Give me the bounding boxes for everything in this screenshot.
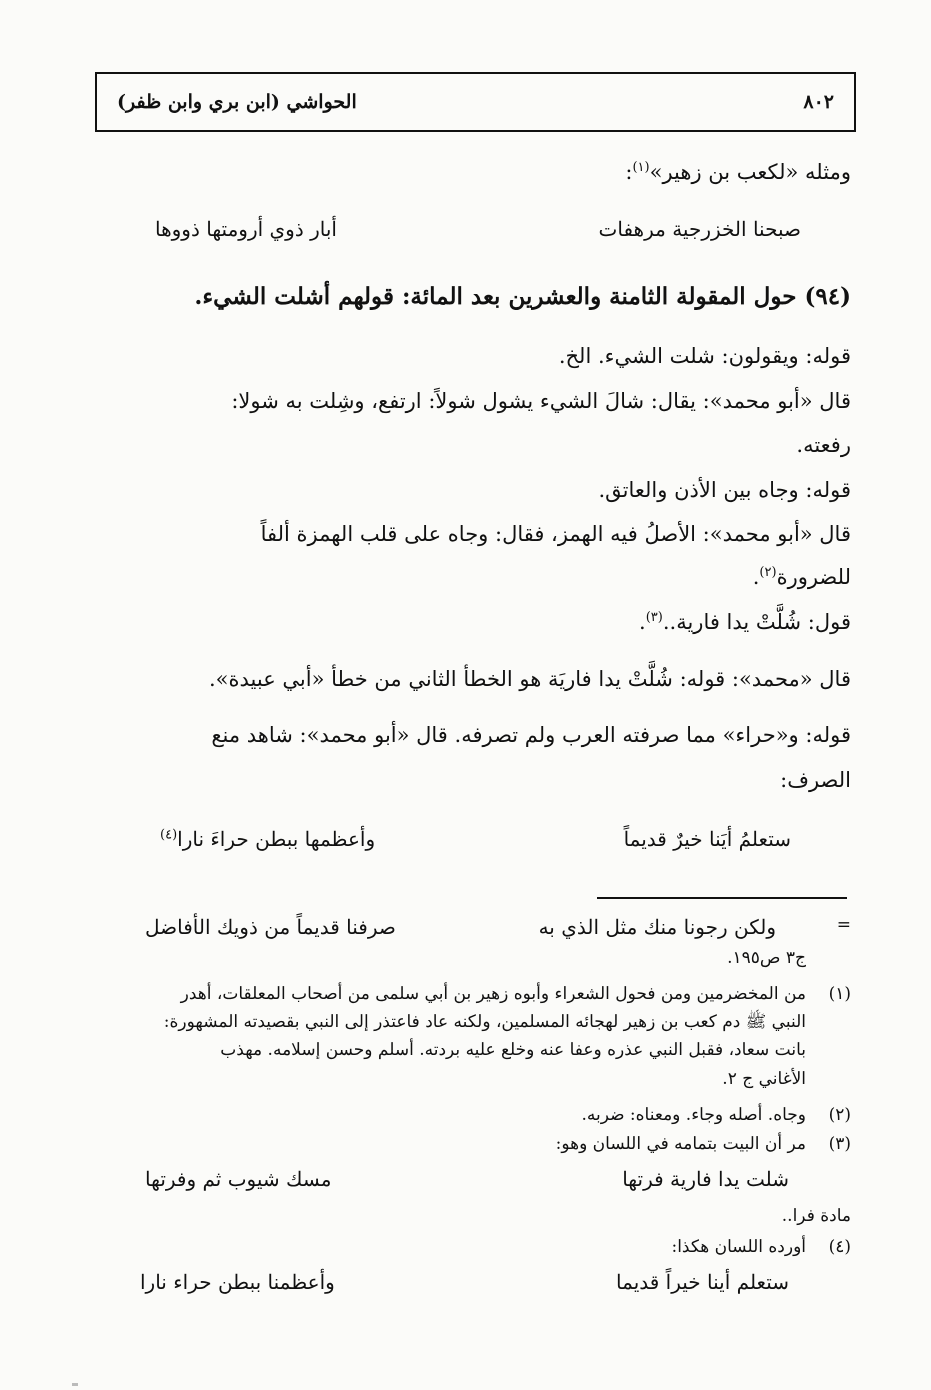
- paragraph-continuation: رفعته.: [796, 433, 851, 457]
- verse-2-second-hemistich: وأعظمها ببطن حراءَ نارا$^{(٤)}$: [160, 827, 376, 851]
- footnote-number: (١): [828, 984, 851, 1004]
- paragraph: قال «أبو محمد»: الأصلُ فيه الهمز، فقال: وجاه على قلب الهمزة ألفاً: [260, 522, 851, 546]
- footnote-ref-4: (٤): [160, 827, 178, 843]
- paragraph: قوله: وجاه بين الأذن والعاتق.: [598, 478, 851, 502]
- footnote-verse: ولكن رجونا منك مثل الذي به صرفنا قديماً من ذويك الأفاضل: [145, 915, 776, 939]
- footnote-separator: [597, 897, 847, 899]
- verse-2-first-hemistich: ستعلمُ أيَنا خيرٌ قديماً: [623, 827, 791, 851]
- paragraph-continuation: الصرف:: [780, 768, 851, 792]
- footnote-number: (٤): [828, 1237, 851, 1257]
- verse-1-first-hemistich: صبحنا الخزرجية مرهفات: [598, 217, 801, 241]
- footnote-ref-1: (١): [632, 160, 650, 175]
- verse-2: [160, 827, 791, 851]
- page-header: [95, 72, 856, 132]
- section-heading: (٩٤) حول المقولة الثامنة والعشرين بعد المائة: قولهم أشلت الشيء.: [194, 283, 851, 310]
- intro-line: ومثله «لكعب بن زهير»$^{(١)}$:: [625, 160, 851, 184]
- verse-1-second-hemistich: أبار ذوي أرومتها ذووها: [155, 217, 337, 241]
- paragraph: قال «محمد»: قوله: شُلَّتْ يدا فاريَة هو الخطأ الثاني من خطأ «أبي عبيدة».: [209, 667, 851, 691]
- footnote-ref-3: (٣): [645, 610, 663, 625]
- verse-1: [155, 217, 801, 241]
- book-page: ٨٠٢ الحواشي (ابن بري وابن ظفر) ومثله «لكعب بن زهير»$^{(١)}$: صبحنا الخزرجية مرهفات أبار ذوي أرومتها ذووها (٩٤) حول المقولة الثامنة والعشرين بعد المائة: قولهم أشلت الشيء. قوله: ويقولون: شلت الشيء. الخ. قال «أبو محمد»: يقال: شالَ الشيء يشول شولاً: ارتفع، وشِلت به شولا: رفعته. قوله: وجاه بين الأذن والعاتق. قال «أبو محمد»: الأصلُ فيه الهمز، فقال: وجاه على قلب الهمزة ألفاً للضرورة$^{(٢)}$. قول: شُلَّتْ يدا فارية..$^{(٣)}$. قال «محمد»: قوله: شُلَّتْ يدا فاريَة هو الخطأ الثاني من خطأ «أبي عبيدة». قوله: و«حراء» مما صرفته العرب ولم تصرفه. قال «أبو محمد»: شاهد منع الصرف: ستعلمُ أيَنا خيرٌ قديماً وأعظمها ببطن حراءَ نارا$^{(٤)}$ = ولكن رجونا منك مثل الذي به صرفنا قديماً من ذويك الأفاضل ج٣ ص١٩٥. (١) من المخضرمين ومن فحول الشعراء وأبوه زهير بن أبي سلمى من أصحاب المعلقات، أهدر النبي ﷺ دم كعب بن زهير لهجائه المسلمين، ولكنه عاد فاعتذر إلى النبي بقصيدته المشهورة: بانت سعاد، فقبل النبي عذره وعفا عنه وخلع عليه بردته. أسلم وحسن إسلامه. مهذب الأغاني ج ٢. (٢) وجاه. أصله وجاء. ومعناه: ضربه. (٣) مر أن البيت بتمامه في اللسان وهو: شلت يدا فارية فرتها مسك شيوب ثم وفرتها مادة فرا.. (٤) أورده اللسان هكذا: ستعلم أينا خيراً قديما وأعظمنا ببطن حراء نارا: [0, 0, 931, 1390]
- paragraph: قول: شُلَّتْ يدا فارية..$^{(٣)}$.: [639, 610, 851, 634]
- paragraph: قال «أبو محمد»: يقال: شالَ الشيء يشول شولاً: ارتفع، وشِلت به شولا:: [231, 389, 851, 413]
- footnote-ref-2: (٢): [759, 565, 777, 580]
- paragraph: قوله: ويقولون: شلت الشيء. الخ.: [558, 344, 851, 368]
- footnote-number: (٢): [828, 1105, 851, 1125]
- running-title: الحواشي (ابن بري وابن ظفر): [117, 91, 357, 113]
- page-number: ٨٠٢: [803, 91, 834, 113]
- scan-speck: [72, 1383, 78, 1386]
- footnote-number: (٣): [828, 1134, 851, 1154]
- paragraph: قوله: و«حراء» مما صرفته العرب ولم تصرفه. قال «أبو محمد»: شاهد منع: [211, 723, 851, 747]
- paragraph-continuation: للضرورة$^{(٢)}$.: [752, 565, 851, 589]
- continuation-mark: =: [836, 915, 851, 935]
